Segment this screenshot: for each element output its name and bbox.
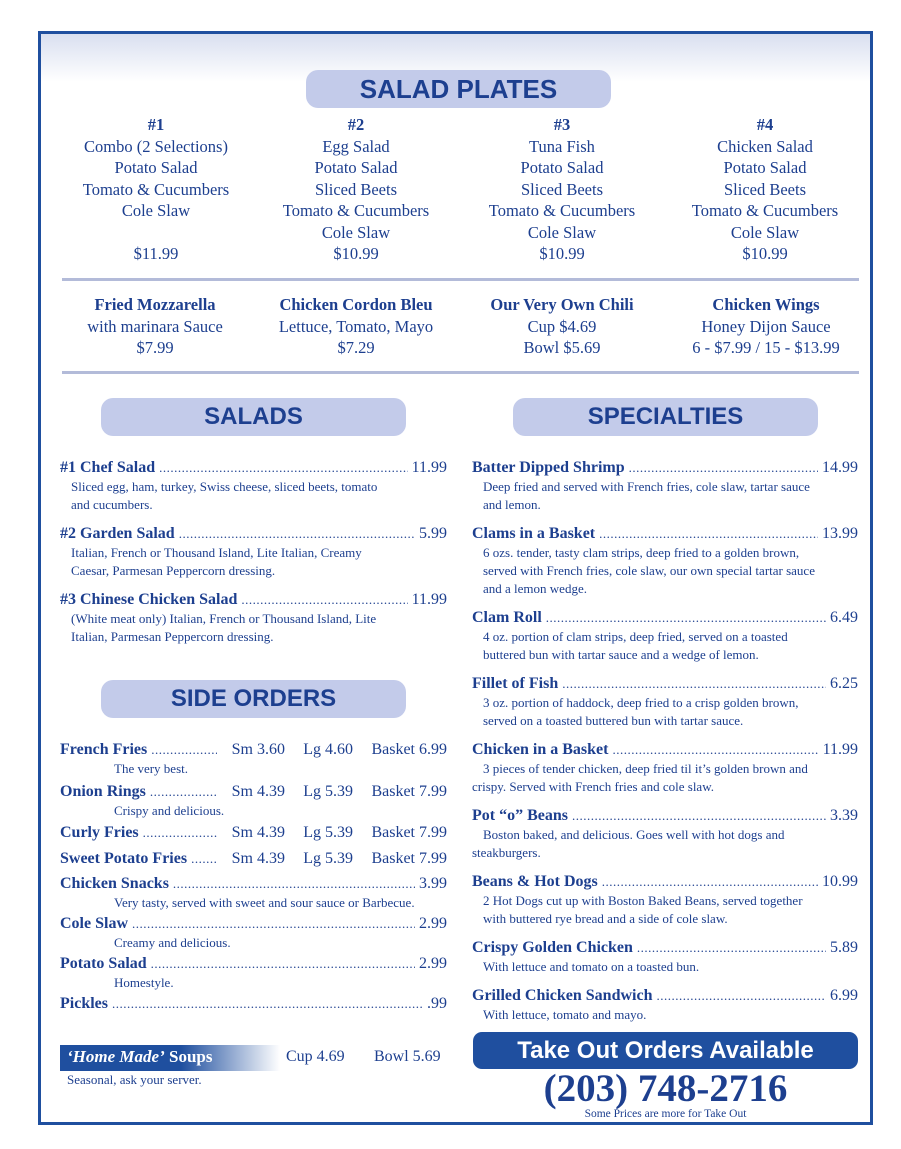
appetizer-chicken-wings <box>661 294 871 359</box>
item-description: Deep fried and served with French fries, cole slaw, tartar sauce <box>483 479 810 494</box>
item-description: 3 pieces of tender chicken, deep fried til it’s golden brown and <box>483 761 808 776</box>
plate-price: $10.99 <box>333 244 379 263</box>
item-price: 14.99 <box>822 459 858 476</box>
plate-item: Cole Slaw <box>527 222 597 242</box>
price-small: Sm 3.60 <box>231 741 285 758</box>
item-name: Batter Dipped Shrimp <box>472 459 625 476</box>
leader-dots <box>612 740 818 760</box>
item-name: Crispy Golden Chicken <box>472 939 633 956</box>
item-name: Beans & Hot Dogs <box>472 873 598 890</box>
plate-item: Tomato & Cucumbers <box>282 201 430 220</box>
specialty-batter-dipped-shrimp <box>472 458 858 514</box>
appetizer-detail: with marinara Sauce <box>87 316 223 336</box>
leader-dots <box>143 823 217 843</box>
side-pickles <box>60 994 447 1014</box>
item-price: 13.99 <box>822 525 858 542</box>
item-price: 5.89 <box>830 939 858 956</box>
side-onion-rings <box>60 782 447 819</box>
salad-item-1 <box>60 458 447 514</box>
item-name: Fillet of Fish <box>472 675 559 692</box>
plate-item: Potato Salad <box>314 158 398 177</box>
item-description: 4 oz. portion of clam strips, deep fried, served on a toasted <box>483 629 788 644</box>
price-small: Sm 4.39 <box>231 783 285 800</box>
appetizer-fried-mozzarella <box>50 294 260 359</box>
specialty-chicken-in-a-basket <box>472 740 858 796</box>
plate-price: $10.99 <box>539 244 585 263</box>
leader-dots <box>629 458 818 478</box>
item-price: 5.99 <box>419 525 447 542</box>
item-name: Clam Roll <box>472 609 542 626</box>
item-description: and lemon. <box>483 497 541 512</box>
plate-item: Potato Salad <box>723 158 807 177</box>
specialty-crispy-golden-chicken <box>472 938 858 976</box>
soups-title <box>67 1047 212 1067</box>
leader-dots <box>173 874 415 894</box>
item-price: 11.99 <box>411 591 447 608</box>
item-description: steakburgers. <box>472 845 541 860</box>
leader-dots <box>151 740 217 760</box>
plate-item: Tomato & Cucumbers <box>82 179 230 199</box>
item-name: Potato Salad <box>60 955 147 972</box>
plate-item: Tomato & Cucumbers <box>691 201 839 220</box>
plate-item: Combo (2 Selections) <box>84 136 228 156</box>
item-description: Italian, French or Thousand Island, Lite Italian, Creamy <box>71 545 362 560</box>
leader-dots <box>150 782 217 802</box>
appetizer-price: $7.29 <box>337 338 375 357</box>
item-description: (White meat only) Italian, French or Thousand Island, Lite <box>71 611 377 626</box>
appetizer-price: 6 - $7.99 / 15 - $13.99 <box>692 338 840 357</box>
takeout-note: Some Prices are more for Take Out <box>584 1108 747 1120</box>
plate-item: Sliced Beets <box>520 179 604 199</box>
specialty-beans-and-hot-dogs <box>472 872 858 928</box>
divider <box>62 371 859 374</box>
leader-dots <box>602 872 818 892</box>
plate-number: #1 <box>147 115 165 134</box>
plate-number: #4 <box>756 115 774 134</box>
plate-item: Tuna Fish <box>529 136 595 156</box>
item-description: With lettuce and tomato on a toasted bun. <box>483 959 700 974</box>
item-name: Pot “o” Beans <box>472 807 568 824</box>
item-description: Caesar, Parmesan Peppercorn dressing. <box>71 563 276 578</box>
leader-dots <box>599 524 818 544</box>
appetizer-detail: Honey Dijon Sauce <box>701 316 831 336</box>
item-description: With lettuce, tomato and mayo. <box>483 1007 647 1022</box>
specialty-clams-in-a-basket <box>472 524 858 598</box>
leader-dots <box>562 674 826 694</box>
item-name: #1 Chef Salad <box>60 459 156 476</box>
side-sweet-potato-fries <box>60 849 447 869</box>
appetizer-chili <box>457 294 667 359</box>
plate-number: #3 <box>553 115 571 134</box>
salad-item-2 <box>60 524 447 580</box>
plate-item: Potato Salad <box>114 158 198 177</box>
side-curly-fries <box>60 823 447 843</box>
appetizer-name: Chicken Cordon Bleu <box>279 295 433 314</box>
price-large: Lg 5.39 <box>303 850 353 867</box>
plate-item: Tomato & Cucumbers <box>488 201 636 220</box>
item-description: with buttered rye bread and a side of cole slaw. <box>483 911 728 926</box>
appetizer-name: Fried Mozzarella <box>94 295 216 314</box>
item-name: #2 Garden Salad <box>60 525 175 542</box>
takeout-banner: Take Out Orders Available <box>473 1032 858 1069</box>
item-description: 3 oz. portion of haddock, deep fried to a crisp golden brown, <box>483 695 799 710</box>
item-description: Italian, Parmesan Peppercorn dressing. <box>71 629 274 644</box>
price-basket: Basket 7.99 <box>371 824 447 841</box>
plate-item: Potato Salad <box>520 158 604 177</box>
leader-dots <box>546 608 826 628</box>
price-large: Lg 4.60 <box>303 741 353 758</box>
item-description: and cucumbers. <box>71 497 153 512</box>
item-description: served with French fries, cole slaw, our own special tartar sauce <box>483 563 815 578</box>
item-description: 2 Hot Dogs cut up with Boston Baked Beans, served together <box>483 893 803 908</box>
item-name: #3 Chinese Chicken Salad <box>60 591 238 608</box>
price-small: Sm 4.39 <box>231 850 285 867</box>
appetizer-detail: Cup $4.69 <box>527 316 597 336</box>
item-description: buttered bun with tartar sauce and a wedge of lemon. <box>483 647 759 662</box>
appetizer-price: $7.99 <box>136 338 174 357</box>
plate-item: Cole Slaw <box>121 201 191 220</box>
item-price: 6.25 <box>830 675 858 692</box>
item-description: Very tasty, served with sweet and sour sauce or Barbecue. <box>114 895 415 910</box>
specialty-clam-roll <box>472 608 858 664</box>
salad-item-3 <box>60 590 447 646</box>
leader-dots <box>132 914 415 934</box>
soups-description: Seasonal, ask your server. <box>67 1072 202 1087</box>
specialty-grilled-chicken-sandwich <box>472 986 858 1024</box>
specialty-pot-o-beans <box>472 806 858 862</box>
item-description: 6 ozs. tender, tasty clam strips, deep fried to a golden brown, <box>483 545 800 560</box>
leader-dots <box>179 524 415 544</box>
price-basket: Basket 6.99 <box>371 741 447 758</box>
item-price: 11.99 <box>411 459 447 476</box>
soup-bowl-price: Bowl 5.69 <box>374 1048 441 1065</box>
item-price: 11.99 <box>822 741 858 758</box>
item-price: 6.49 <box>830 609 858 626</box>
side-chicken-snacks <box>60 874 447 911</box>
phone-number[interactable]: (203) 748-2716 <box>543 1067 788 1110</box>
item-description: Boston baked, and delicious. Goes well with hot dogs and <box>483 827 785 842</box>
plate-item: Sliced Beets <box>723 179 807 199</box>
salad-plate-3 <box>462 114 662 265</box>
plate-item: Egg Salad <box>322 136 390 156</box>
item-name: Sweet Potato Fries <box>60 850 188 867</box>
item-name: Grilled Chicken Sandwich <box>472 987 653 1004</box>
appetizer-detail: Lettuce, Tomato, Mayo <box>278 316 434 336</box>
item-description: Crispy and delicious. <box>114 803 225 818</box>
soups-title-rest: Soups <box>164 1047 213 1066</box>
soup-cup-price: Cup 4.69 <box>286 1048 345 1065</box>
item-name: Chicken Snacks <box>60 875 169 892</box>
leader-dots <box>656 986 826 1006</box>
item-description: and a lemon wedge. <box>483 581 587 596</box>
item-price: 6.99 <box>830 987 858 1004</box>
plate-item: Cole Slaw <box>321 222 391 242</box>
item-name: Pickles <box>60 995 108 1012</box>
item-name: Curly Fries <box>60 824 139 841</box>
salad-plate-2 <box>256 114 456 265</box>
leader-dots <box>191 849 217 869</box>
item-price: 3.99 <box>419 875 447 892</box>
soups-title-italic: ‘Home Made’ <box>67 1047 165 1066</box>
plate-item: Chicken Salad <box>717 136 813 156</box>
appetizer-chicken-cordon-bleu <box>251 294 461 359</box>
side-cole-slaw <box>60 914 447 951</box>
item-name: Onion Rings <box>60 783 146 800</box>
item-description: The very best. <box>114 761 189 776</box>
item-price: 2.99 <box>419 915 447 932</box>
salad-plates-heading: SALAD PLATES <box>306 70 611 108</box>
plate-price: $11.99 <box>133 243 179 263</box>
item-name: Clams in a Basket <box>472 525 596 542</box>
price-basket: Basket 7.99 <box>371 783 447 800</box>
appetizer-name: Our Very Own Chili <box>490 295 634 314</box>
item-description: crispy. Served with French fries and cole slaw. <box>472 779 714 794</box>
side-french-fries <box>60 740 447 777</box>
leader-dots <box>112 994 423 1014</box>
item-price: 10.99 <box>822 873 858 890</box>
appetizer-name: Chicken Wings <box>712 295 820 314</box>
divider <box>62 278 859 281</box>
plate-item: Cole Slaw <box>730 222 800 242</box>
salads-heading: SALADS <box>101 398 406 436</box>
plate-price: $10.99 <box>742 244 788 263</box>
leader-dots <box>637 938 826 958</box>
item-price: 3.39 <box>830 807 858 824</box>
side-potato-salad <box>60 954 447 991</box>
price-small: Sm 4.39 <box>231 824 285 841</box>
item-price: .99 <box>427 995 447 1012</box>
leader-dots <box>572 806 826 826</box>
item-name: Chicken in a Basket <box>472 741 609 758</box>
item-price: 2.99 <box>419 955 447 972</box>
item-description: Homestyle. <box>114 975 174 990</box>
salad-plate-4 <box>665 114 865 265</box>
leader-dots <box>151 954 415 974</box>
item-description: Creamy and delicious. <box>114 935 231 950</box>
item-description: served on a toasted buttered bun with tartar sauce. <box>483 713 744 728</box>
item-name: Cole Slaw <box>60 915 128 932</box>
leader-dots <box>159 458 407 478</box>
salad-plate-1 <box>56 114 256 264</box>
price-basket: Basket 7.99 <box>371 850 447 867</box>
specialties-heading: SPECIALTIES <box>513 398 818 436</box>
price-large: Lg 5.39 <box>303 783 353 800</box>
specialty-fillet-of-fish <box>472 674 858 730</box>
plate-number: #2 <box>347 115 365 134</box>
appetizer-price: Bowl $5.69 <box>523 338 601 357</box>
leader-dots <box>241 590 407 610</box>
side-orders-heading: SIDE ORDERS <box>101 680 406 718</box>
item-name: French Fries <box>60 741 148 758</box>
item-description: Sliced egg, ham, turkey, Swiss cheese, sliced beets, tomato <box>71 479 378 494</box>
price-large: Lg 5.39 <box>303 824 353 841</box>
plate-item: Sliced Beets <box>314 179 398 199</box>
